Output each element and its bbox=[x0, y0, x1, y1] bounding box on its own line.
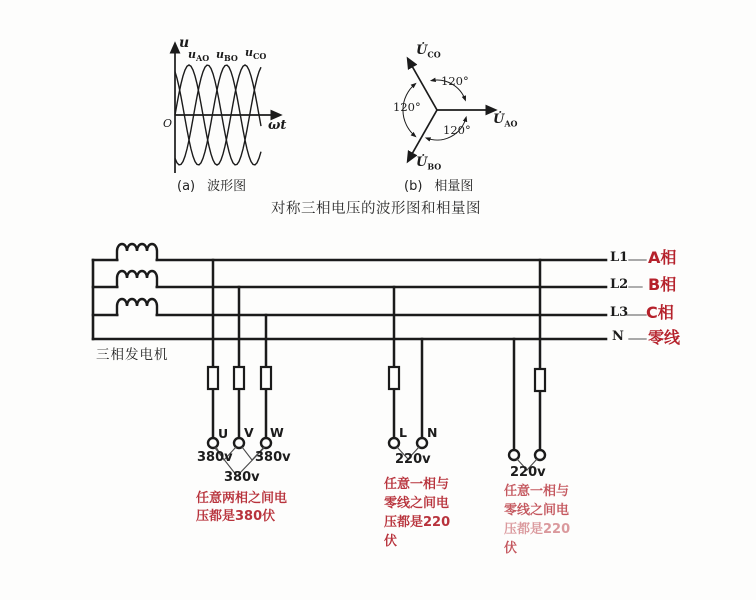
voltage-220-mid: 220v bbox=[395, 452, 431, 467]
generator-coils bbox=[117, 244, 157, 315]
phasor-caption: (b) 相量图 bbox=[404, 179, 474, 194]
terminal-right-1 bbox=[509, 450, 519, 460]
terminal-V bbox=[234, 438, 244, 448]
waveform-x-axis-label: ωt bbox=[268, 118, 287, 133]
vector-label-uBO: $U̇_{BO}$ bbox=[416, 155, 442, 172]
bus-label-N: N bbox=[612, 329, 624, 344]
curve-label-uAO: $u_{AO}$ bbox=[188, 48, 210, 64]
figure-title: 对称三相电压的波形图和相量图 bbox=[271, 201, 481, 217]
fuse-W bbox=[261, 367, 271, 389]
bus-label-L3: L3 bbox=[610, 305, 629, 320]
bus-label-L2: L2 bbox=[610, 277, 629, 292]
angle-label-top: 120° bbox=[441, 74, 469, 88]
bus-label-L1: L1 bbox=[610, 250, 629, 265]
voltage-380-bottom: 380v bbox=[224, 470, 260, 485]
voltage-380-left: 380v bbox=[197, 450, 233, 465]
angle-label-left: 120° bbox=[393, 100, 421, 114]
origin-label: O bbox=[163, 117, 173, 130]
phase-label-B: B相 bbox=[648, 275, 677, 294]
waveform-caption: (a) 波形图 bbox=[177, 179, 247, 194]
phase-label-C: C相 bbox=[646, 303, 674, 322]
terminal-label-V: V bbox=[244, 425, 254, 440]
note-220-mid: 任意一相与 零线之间电 压都是220 伏 bbox=[384, 477, 451, 549]
terminal-label-L: L bbox=[399, 425, 407, 440]
fuse-right bbox=[535, 369, 545, 391]
note-380: 任意两相之间电 压都是380伏 bbox=[196, 491, 288, 524]
fuses bbox=[208, 367, 545, 391]
terminal-right-2 bbox=[535, 450, 545, 460]
drop-wires bbox=[213, 260, 540, 449]
terminal-label-U: U bbox=[218, 426, 229, 441]
fuse-U bbox=[208, 367, 218, 389]
terminal-L bbox=[389, 438, 399, 448]
waveform-y-axis-label: u bbox=[179, 35, 190, 51]
fuse-V bbox=[234, 367, 244, 389]
voltage-220-right: 220v bbox=[510, 465, 546, 480]
curve-label-uBO: $u_{BO}$ bbox=[216, 48, 238, 64]
vector-uBO bbox=[408, 110, 437, 161]
circuit-diagram bbox=[93, 244, 646, 476]
phase-label-neutral: 零线 bbox=[648, 328, 681, 347]
angle-label-bottom: 120° bbox=[443, 123, 471, 137]
terminal-label-N: N bbox=[427, 425, 438, 440]
phase-label-A: A相 bbox=[648, 248, 677, 267]
vector-label-uAO: $U̇_{AO}$ bbox=[493, 112, 518, 129]
note-220-right: 任意一相与 零线之间电 压都是220 伏 bbox=[504, 484, 571, 556]
voltage-380-right: 380v bbox=[255, 450, 291, 465]
terminal-U bbox=[208, 438, 218, 448]
curve-label-uCO: $u_{CO}$ bbox=[245, 46, 267, 62]
label-dashes bbox=[627, 260, 646, 339]
terminal-label-W: W bbox=[270, 425, 284, 440]
fuse-L bbox=[389, 367, 399, 389]
vector-label-uCO: $U̇_{CO}$ bbox=[416, 43, 441, 60]
generator-label: 三相发电机 bbox=[96, 347, 169, 363]
terminal-N bbox=[417, 438, 427, 448]
